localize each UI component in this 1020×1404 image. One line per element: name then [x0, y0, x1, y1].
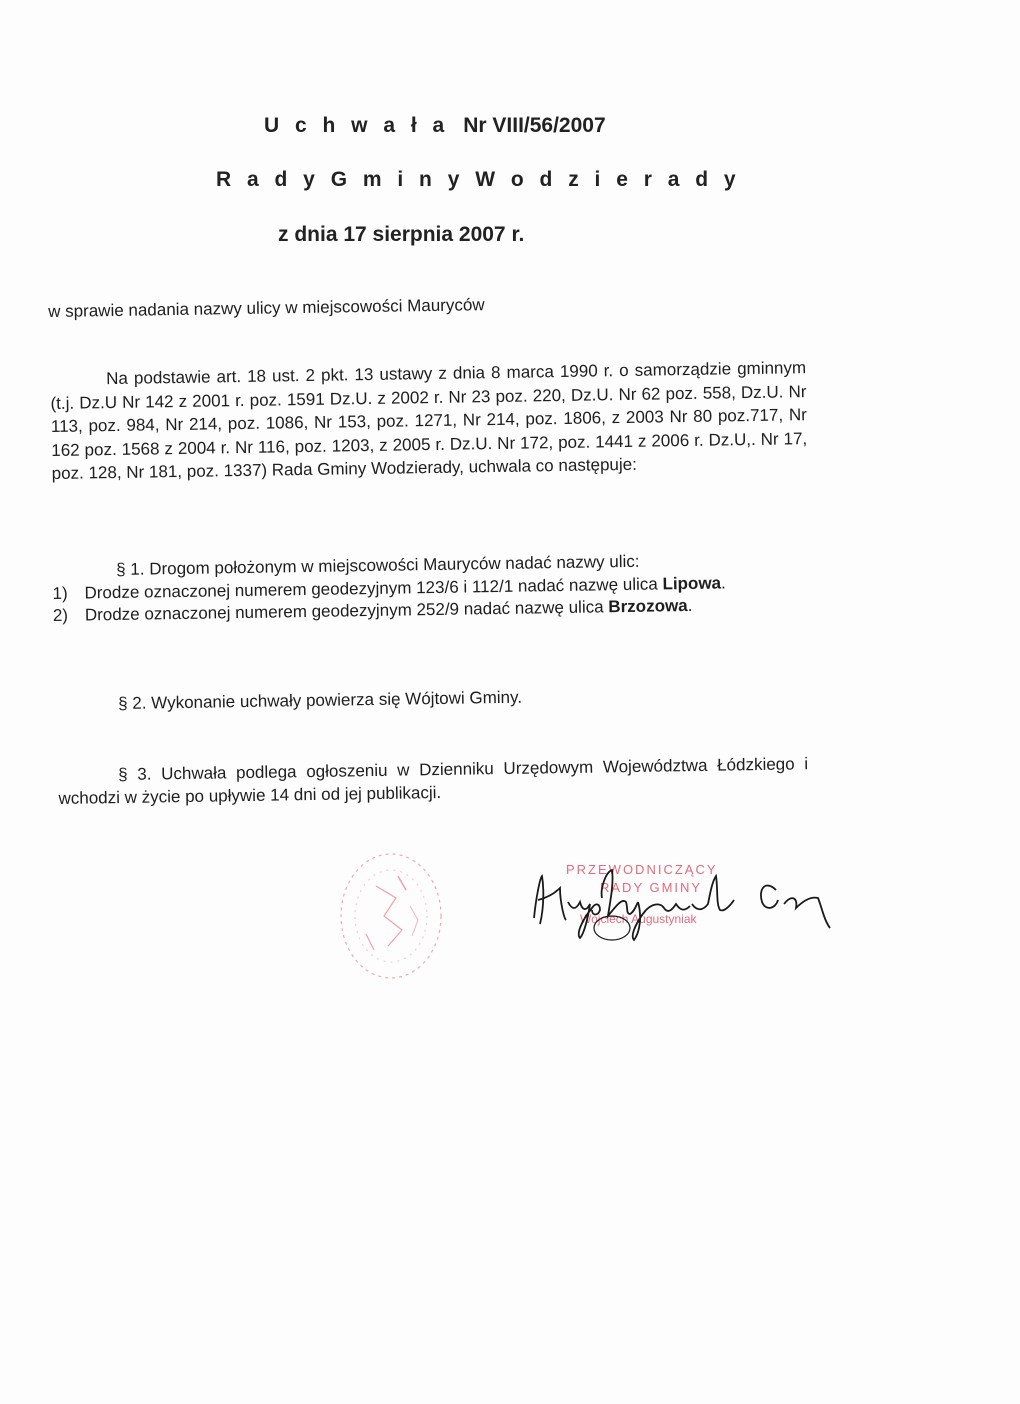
stamp-council: RADY GMINY [600, 880, 703, 895]
title-block [0, 0, 1020, 260]
legal-basis-paragraph: Na podstawie art. 18 ust. 2 pkt. 13 ustawy z dnia 8 marca 1990 r. o samorządzie gminnym (t.j. Dz.U Nr 142 z 2001 r. poz. 1591 Dz.U. z 2002 r. Nr 23 poz. 220, Dz.U. Nr 62 poz. 558, Dz.U. Nr 113, poz. 984, Nr 214, poz. 1086, Nr 153, poz. 1271, Nr 214, poz. 1806, z 2003 Nr 80 poz.717, Nr 162 poz. 1568 z 2004 r. Nr 116, poz. 1203, z 2005 r. Dz.U. Nr 172, poz. 1441 z 2006 r. Dz.U,. Nr 17, poz. 128, Nr 181, poz. 1337) Rada Gminy Wodzierady, uchwala co następuje: [50, 358, 808, 483]
handwritten-signature-icon [526, 858, 846, 948]
section-2: § 2. Wykonanie uchwały powierza się Wójtowi Gminy. [118, 687, 523, 713]
list-item-end: . [687, 595, 693, 616]
stamp-name: Wojciech Augustyniak [580, 912, 697, 926]
street-name-lipowa: Lipowa [662, 572, 722, 593]
section-1-lead: § 1. Drogom położonym w miejscowości Mauryców nadać nazwy ulic: [116, 551, 640, 579]
section-3: § 3. Uchwała podlega ogłoszeniu w Dzienniku Urzędowym Województwa Łódzkiego i wchodzi w życie po upływie 14 dni od jej publikacji. [58, 754, 809, 808]
issuing-body: R a d y G m i n y W o d z i e r a d y [216, 168, 741, 191]
street-name-brzozowa: Brzozowa [608, 596, 688, 617]
official-seal-icon [336, 846, 446, 986]
resolution-number: Nr VIII/56/2007 [463, 114, 606, 137]
list-item-number: 2) [52, 605, 69, 625]
section-1 [52, 548, 805, 627]
list-item-text: Drodze oznaczonej numerem geodezyjnym 123/6 i 112/1 nadać nazwę ulica [84, 573, 663, 602]
list-item-text: Drodze oznaczonej numerem geodezyjnym 252/9 nadać nazwę ulica [84, 597, 609, 625]
list-item-number: 1) [52, 583, 68, 603]
resolution-date: z dnia 17 sierpnia 2007 r. [278, 223, 525, 246]
resolution-title [264, 114, 606, 138]
resolution-word: U c h w a ł a [264, 114, 450, 137]
resolution-subject: w sprawie nadania nazwy ulicy w miejscowości Mauryców [48, 295, 485, 321]
list-item-end: . [720, 572, 726, 592]
stamp-title: PRZEWODNICZĄCY [566, 862, 718, 877]
